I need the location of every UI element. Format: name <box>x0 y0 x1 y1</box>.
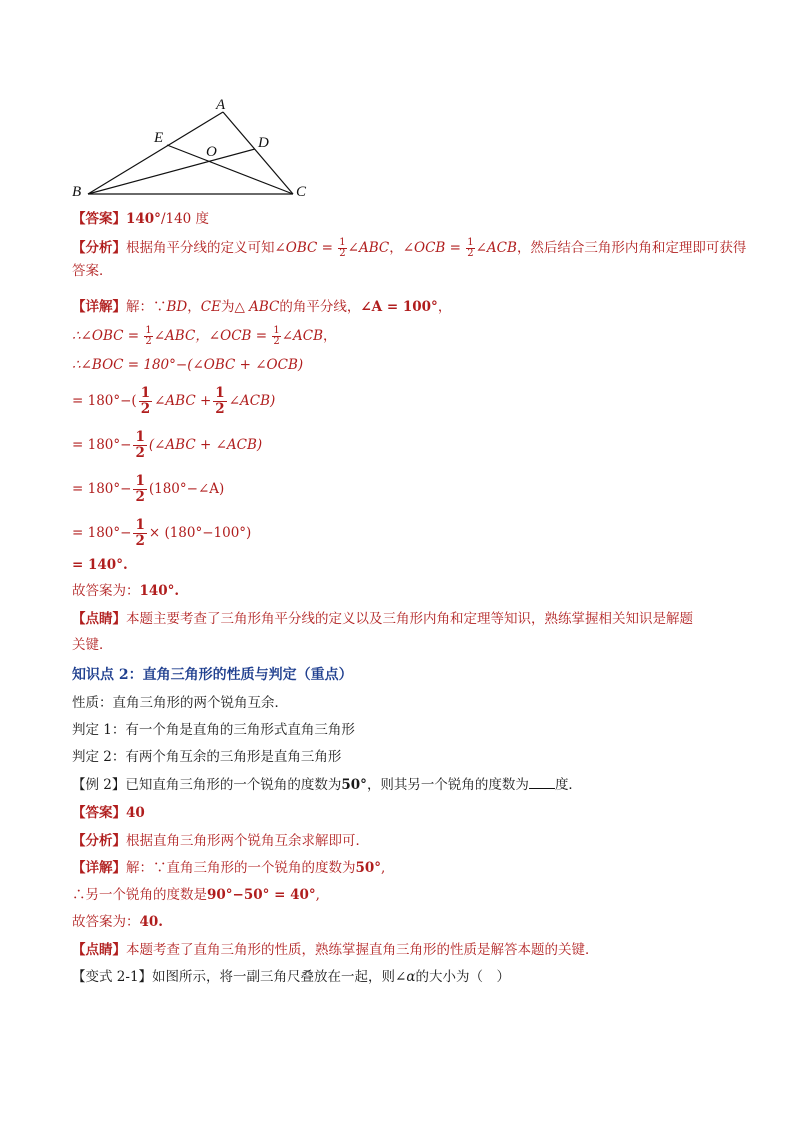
example-label: 【例 2】 <box>72 777 126 793</box>
step1-a: ∴∠OBC = <box>72 328 140 344</box>
example2-answer <box>72 804 145 822</box>
analysis-tag: 【分析】 <box>72 833 126 849</box>
frac-num: 1 <box>273 325 280 336</box>
label-c: C <box>296 184 307 200</box>
section-property: 性质：直角三角形的两个锐角互余． <box>72 695 288 711</box>
detail-angle: ∠A = 100° <box>360 299 438 315</box>
step3-b: ∠ABC + <box>154 393 212 409</box>
detail-tag: 【详解】 <box>72 299 126 315</box>
detail-end: , <box>381 860 386 876</box>
final-value: 140°. <box>139 583 180 599</box>
answer-tag: 【答案】 <box>72 805 126 821</box>
bisector-ce <box>167 145 293 194</box>
frac-den: 2 <box>467 248 474 259</box>
step-3 <box>72 386 275 417</box>
step1-d: ∠ACB <box>281 328 324 344</box>
frac-num: 1 <box>339 237 346 248</box>
fraction-half <box>144 326 152 347</box>
step1-e: ， <box>323 328 337 344</box>
step1-c: ，∠OCB = <box>195 328 268 344</box>
analysis-text: 根据角平分线的定义可知 <box>126 240 275 256</box>
final-label: 故答案为： <box>72 914 140 930</box>
step-6 <box>72 518 251 549</box>
detail-bd: BD <box>166 299 188 315</box>
question-text-c: 度． <box>554 777 582 793</box>
triangle-figure <box>68 92 328 204</box>
step4-a: = 180°− <box>72 437 132 453</box>
frac-num: 1 <box>467 237 474 248</box>
label-e: E <box>154 130 164 146</box>
answer-tag: 【答案】 <box>72 211 126 227</box>
example2-detail-2 <box>72 886 320 904</box>
detail-end: , <box>315 887 320 903</box>
frac-num: 1 <box>135 517 145 533</box>
frac-den: 2 <box>339 248 346 259</box>
fraction-half-large <box>213 386 226 417</box>
detail-text: ∴另一个锐角的度数是 <box>72 887 207 903</box>
side-ac <box>223 112 293 194</box>
step3-a: = 180°−( <box>72 393 137 409</box>
analysis-text: 根据直角三角形两个锐角互余求解即可． <box>126 833 369 849</box>
step5-a: = 180°− <box>72 481 132 497</box>
final-value: 40. <box>139 914 163 930</box>
detail-text-b: 为 <box>220 299 235 315</box>
detail-text: 解：∵直角三角形的一个锐角的度数为 <box>126 860 356 876</box>
variant-alpha: ∠α <box>395 969 416 985</box>
comment-tag: 【点睛】 <box>72 942 126 958</box>
analysis-tag: 【分析】 <box>72 240 126 256</box>
variant-text: 如图所示，将一副三角尺叠放在一起，则 <box>152 969 396 985</box>
answer-blank <box>529 788 555 789</box>
variant-text-2: 的大小为（ ） <box>415 969 510 985</box>
fraction-half-large <box>133 430 146 461</box>
side-ab <box>88 112 223 194</box>
comment-line-1 <box>72 610 693 628</box>
frac-num: 1 <box>140 385 151 401</box>
analysis-math-1b: ∠ABC <box>347 240 390 256</box>
fraction-half-large <box>139 386 152 417</box>
section-judge-1: 判定 1：有一个角是直角的三角形式直角三角形 <box>72 722 355 738</box>
example2-detail-1 <box>72 859 385 877</box>
step5-b: (180°−∠A) <box>148 481 225 497</box>
section-title: 知识点 2：直角三角形的性质与判定（重点） <box>72 667 353 683</box>
detail-value: 50° <box>355 860 382 876</box>
analysis-math-1: ∠OBC = <box>274 240 333 256</box>
detail-text-c: 的角平分线， <box>279 299 361 315</box>
label-o: O <box>206 144 217 160</box>
comment-line-2: 关键． <box>72 637 113 653</box>
fraction-half-large <box>133 518 146 549</box>
step-5 <box>72 474 224 505</box>
detail-value: 90°−50° = 40° <box>207 887 316 903</box>
variant-question <box>72 968 510 986</box>
fraction-half-large <box>133 474 146 505</box>
detail-text: 解：∵ <box>126 299 167 315</box>
sep: ， <box>389 240 403 256</box>
answer-value: 40 <box>126 805 145 821</box>
answer-value: 140° <box>126 211 161 227</box>
fraction-half <box>272 326 280 347</box>
detail-triangle: △ ABC <box>234 299 280 315</box>
frac-den: 2 <box>135 533 145 549</box>
step6-a: = 180°− <box>72 525 132 541</box>
frac-den: 2 <box>135 445 145 461</box>
comment-text: 本题主要考查了三角形角平分线的定义以及三角形内角和定理等知识，熟练掌握相关知识是解题 <box>126 611 693 627</box>
fraction-half <box>466 238 474 259</box>
frac-den: 2 <box>273 336 280 347</box>
bisector-bd <box>88 149 255 194</box>
answer-alt: /140 度 <box>160 211 210 227</box>
step3-c: ∠ACB) <box>228 393 276 409</box>
question-text-b: ，则其另一个锐角的度数为 <box>366 777 529 793</box>
analysis-line-2: 答案． <box>72 263 113 279</box>
frac-den: 2 <box>215 401 225 417</box>
frac-num: 1 <box>135 473 145 489</box>
detail-line-1 <box>72 298 451 316</box>
label-d: D <box>258 135 269 151</box>
frac-num: 1 <box>135 429 145 445</box>
detail-comma: ， <box>187 299 201 315</box>
example2-analysis <box>72 832 369 850</box>
detail-end: ， <box>437 299 452 315</box>
fraction-half <box>338 238 346 259</box>
comment-text: 本题考查了直角三角形的性质，熟练掌握直角三角形的性质是解答本题的关键． <box>126 942 599 958</box>
example2-comment <box>72 941 599 959</box>
example2-final <box>72 913 163 931</box>
analysis-math-2: ∠OCB = <box>402 240 461 256</box>
final-answer-1 <box>72 582 179 600</box>
label-a: A <box>216 97 226 113</box>
step1-b: ∠ABC <box>153 328 196 344</box>
section-judge-2: 判定 2：有两个角互余的三角形是直角三角形 <box>72 749 342 765</box>
detail-ce: CE <box>200 299 221 315</box>
step6-b: × (180°−100°) <box>148 525 252 541</box>
variant-label: 【变式 2-1】 <box>72 969 153 985</box>
frac-den: 2 <box>145 336 152 347</box>
analysis-line-1 <box>72 238 746 259</box>
final-label: 故答案为： <box>72 583 140 599</box>
frac-num: 1 <box>215 385 225 401</box>
frac-den: 2 <box>135 489 145 505</box>
analysis-text-2: ，然后结合三角形内角和定理即可获得 <box>516 240 747 256</box>
example2-question <box>72 776 582 794</box>
frac-den: 2 <box>140 401 151 417</box>
step-7: = 140°. <box>72 557 128 573</box>
step-1 <box>72 326 337 347</box>
detail-tag: 【详解】 <box>72 860 126 876</box>
step-2: ∴∠BOC = 180°−(∠OBC + ∠OCB) <box>72 357 304 373</box>
question-text: 已知直角三角形的一个锐角的度数为 <box>125 777 342 793</box>
frac-num: 1 <box>145 325 152 336</box>
question-value: 50° <box>341 777 367 793</box>
answer-line-1 <box>72 210 209 228</box>
comment-tag: 【点睛】 <box>72 611 126 627</box>
analysis-math-2b: ∠ACB <box>475 240 517 256</box>
step-4 <box>72 430 262 461</box>
label-b: B <box>72 184 82 200</box>
step4-b: (∠ABC + ∠ACB) <box>148 437 263 453</box>
